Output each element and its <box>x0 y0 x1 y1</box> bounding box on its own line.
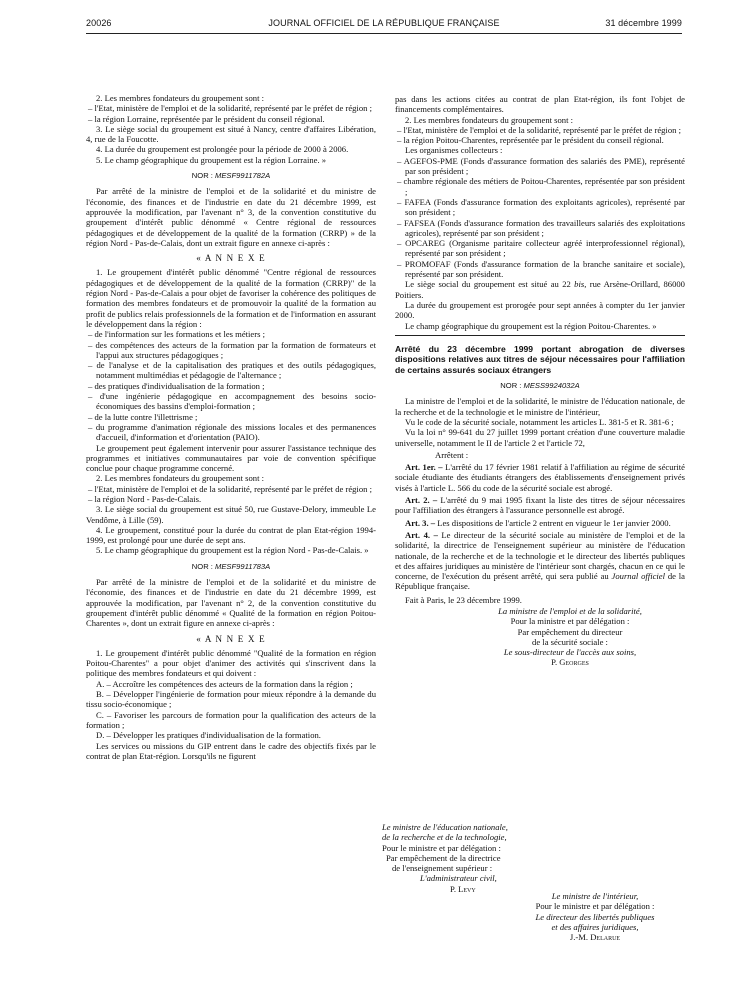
signatory-title: L'administrateur civil, <box>420 873 497 884</box>
signature-block-emploi <box>455 606 685 668</box>
article-label: Art. 4. – <box>405 529 438 540</box>
paragraph: La ministre de l'emploi et de la solidarité, le ministre de l'éducation nationale, de la recherche et de la technologie et le ministre de l'intérieur, <box>395 396 685 417</box>
article-text: L'arrêté du 17 février 1981 relatif à l'affiliation au régime de sécurité sociale étudiante des étudiants étrangers des établissements d'enseignement privés visés à l'article L. 566 du code de la sécurité sociale est abrogé. <box>395 462 685 493</box>
paragraph: 3. Le siège social du groupement est situé à Nancy, centre d'affaires Libération, 4, rue de la Foucotte. <box>86 123 376 145</box>
signatory-name: P. Georges <box>551 657 589 668</box>
paragraph: 2. Les membres fondateurs du groupement sont : <box>96 93 265 103</box>
annex-heading: « A N N E X E <box>196 633 266 644</box>
signatory-title: Le directeur des libertés publiques <box>535 911 655 922</box>
nor-reference <box>86 171 376 181</box>
list-item: – chambre régionale des métiers de Poitou-Charentes, représentée par son président ; <box>397 176 685 197</box>
list-item: – de l'information sur les formations et les métiers ; <box>88 329 265 340</box>
signatory-title: Le ministre de l'éducation nationale, <box>382 822 508 832</box>
list-item: – PROMOFAF (Fonds d'assurance formation de la branche sanitaire et sociale), représenté par son président. <box>397 258 685 280</box>
paragraph: B. – Développer l'ingénierie de formation pour mieux répondre à la demande du tissu socio-économique ; <box>86 689 376 710</box>
paragraph: Vu la loi n° 99-641 du 27 juillet 1999 portant création d'une couverture maladie universelle, notamment le II de l'article 2 et l'article 72, <box>395 427 685 448</box>
list-item: – FAFEA (Fonds d'assurance formation des exploitants agricoles), représenté par son président ; <box>397 196 685 218</box>
nor-reference <box>395 381 685 391</box>
paragraph: 2. Les membres fondateurs du groupement sont : <box>405 114 574 125</box>
article-3 <box>395 518 685 528</box>
signature-block-interieur <box>505 891 685 942</box>
signatory-line: Par empêchement du directeur <box>517 626 623 637</box>
list-item: – la région Nord - Pas-de-Calais. <box>88 493 202 504</box>
signatory-name: J.-M. Delarue <box>569 932 621 943</box>
list-item: – des compétences des acteurs de la formation par la formation de formateurs et l'appui aux structures pédagogiques ; <box>88 339 376 360</box>
text-span: , rue Arsène-Orillard, 86000 Poitiers. <box>395 279 685 300</box>
signatory-line: de l'enseignement supérieur : <box>392 863 493 874</box>
nor-label: NOR : <box>191 171 213 181</box>
text-span: bis <box>574 279 585 290</box>
paragraph: 1. Le groupement d'intérêt public dénommé "Centre régional de ressources pédagogiques et de développement de la qualité de la formation (CRRP)" de la région Nord - Pas-de-Calais a pour objet de favoriser la cohérence des politiques de formation des membres fondateurs et de promouvoir la qualité de la formation au profit de publics relais professionnels de la formation et de l'information en assurant le développement dans la région : <box>86 267 376 329</box>
nor-code: MESF9911783A <box>215 561 271 571</box>
paragraph: 3. Le siège social du groupement est situé 50, rue Gustave-Delory, immeuble Le Vendôme, à Lille (59). <box>86 504 376 525</box>
list-item: – FAFSEA (Fonds d'assurance formation des travailleurs salariés des exploitations agricoles), représenté par son président ; <box>397 217 685 238</box>
signatory-line: de la sécurité sociale : <box>532 636 608 647</box>
paragraph <box>395 279 685 300</box>
annex-heading: « A N N E X E <box>196 253 266 264</box>
publication-date: 31 décembre 1999 <box>605 18 682 28</box>
nor-code: MESS9924032A <box>523 381 580 391</box>
paragraph: 5. Le champ géographique du groupement est la région Lorraine. » <box>96 154 327 165</box>
signatory-line: Pour la ministre et par délégation : <box>510 616 630 627</box>
list-item: – des pratiques d'individualisation de la formation ; <box>88 380 265 391</box>
paragraph: 4. Le groupement, constitué pour la durée du contrat de plan Etat-région 1994-1999, est prolongé pour une durée de sept ans. <box>86 524 376 546</box>
paragraph: Par arrêté de la ministre de l'emploi et de la solidarité et du ministre de l'économie, des finances et de l'industrie en date du 21 décembre 1999, est approuvée la modification, par l'avenant n° 3, de la convention constitutive du groupement d'intérêt public dénommé « Centre régional de ressources pédagogiques et de développement de la qualité de la formation (CRRP) » de la région Nord - Pas-de-Calais, dont un extrait figure en annexe ci-après : <box>86 186 376 248</box>
paragraph: pas dans les actions citées au contrat de plan Etat-région, ils font l'objet de financements complémentaires. <box>395 94 685 115</box>
paragraph: Le groupement peut également intervenir pour assurer l'assistance technique des programmes et initiatives communautaires par voie de convention spécifique conclue pour chaque programme concerné. <box>86 442 376 474</box>
nor-label: NOR : <box>191 561 213 571</box>
signatory-name: P. Levy <box>450 883 476 894</box>
signatory-line: Pour le ministre et par délégation : <box>382 842 501 853</box>
journal-title: JOURNAL OFFICIEL DE LA RÉPUBLIQUE FRANÇAISE <box>268 18 500 28</box>
paragraph: Le champ géographique du groupement est la région Poitou-Charentes. » <box>405 320 657 331</box>
article-2 <box>395 495 685 516</box>
nor-label: NOR : <box>500 381 522 391</box>
list-item: – de l'analyse et de la capitalisation des pratiques et des outils pédagogiques, notamment multimédias et pédagogie de l'alternance ; <box>88 360 376 381</box>
paragraph: Vu le code de la sécurité sociale, notamment les articles L. 381-5 et R. 381-6 ; <box>405 416 674 427</box>
nor-reference <box>86 562 376 572</box>
decree-title: Arrêté du 23 décembre 1999 portant abrogation de diverses dispositions relatives aux titres de séjour nécessaires pour l'affiliation de certains assurés sociaux étrangers <box>395 343 685 375</box>
article-1 <box>395 462 685 493</box>
list-item: – l'Etat, ministère de l'emploi et de la solidarité, représenté par le préfet de région ; <box>88 483 372 494</box>
article-label: Art. 1er. – <box>405 462 443 473</box>
right-column <box>395 94 685 668</box>
paragraph: D. – Développer les pratiques d'individualisation de la formation. <box>96 730 321 741</box>
header-rule <box>86 33 682 34</box>
article-label: Art. 2. – <box>405 495 438 506</box>
list-item: – l'Etat, ministère de l'emploi et de la solidarité, représenté par le préfet de région ; <box>88 103 372 114</box>
paragraph: Les organismes collecteurs : <box>405 145 503 156</box>
paragraph: Les services ou missions du GIP entrent dans le cadre des objectifs fixés par le contrat de plan Etat-région. Lorsqu'ils ne figurent <box>86 740 376 761</box>
signatory-title: Le sous-directeur de l'accès aux soins, <box>503 647 637 658</box>
list-item: – la région Poitou-Charentes, représentée par le président du conseil régional. <box>397 135 664 146</box>
paragraph: Par arrêté de la ministre de l'emploi et de la solidarité et du ministre de l'économie, des finances et de l'industrie en date du 21 décembre 1999, est approuvée la modification, par l'avenant n° 2, de la convention constitutive du groupement d'intérêt public dénommé « Qualité de la formation en région Poitou-Charentes », dont un extrait figure en annexe ci-après : <box>86 577 376 629</box>
text-span: Le siège social du groupement est situé au 22 <box>405 279 575 290</box>
section-separator <box>395 335 685 336</box>
article-text: Journal officiel <box>611 571 665 582</box>
article-text: Le directeur de la sécurité sociale au ministère de l'emploi et de la solidarité, la directrice de l'enseignement supérieur au ministère de l'éducation nationale, de la recherche et de la technologie et le directeur des libertés publiques et des affaires juridiques au ministère de l'intérieur sont chargés, chacun en ce qui le concerne, de l'exécution du présent arrêté, qui sera publié au <box>395 529 685 582</box>
article-text: Les dispositions de l'article 2 entrent en vigueur le 1er janvier 2000. <box>435 517 671 528</box>
signatory-line: Pour le ministre et par délégation : <box>535 901 655 912</box>
paragraph: 4. La durée du groupement est prolongée pour la période de 2000 à 2006. <box>96 144 349 155</box>
signature-block-education <box>382 822 562 894</box>
list-item: – du programme d'animation régionale des missions locales et des permanences d'accueil, d'information et d'orientation (PAIO). <box>88 421 376 443</box>
signature-place-date: Fait à Paris, le 23 décembre 1999. <box>405 594 522 605</box>
signatory-title: Le ministre de l'intérieur, <box>551 891 639 901</box>
page-number: 20026 <box>86 18 112 28</box>
list-item: – AGEFOS-PME (Fonds d'assurance formation des salariés des PME), représenté par son président ; <box>397 155 685 177</box>
list-item: – l'Etat, ministère de l'emploi et de la solidarité, représenté par le préfet de région ; <box>397 124 681 135</box>
signatory-title: La ministre de l'emploi et de la solidarité, <box>498 605 642 616</box>
paragraph: 1. Le groupement d'intérêt public dénommé "Qualité de la formation en région Poitou-Charentes" a pour objet d'animer des activités qui s'inscrivent dans la politique des membres fondateurs et qui doivent : <box>86 647 376 679</box>
paragraph: 2. Les membres fondateurs du groupement sont : <box>96 473 265 484</box>
list-item: – d'une ingénierie pédagogique en accompagnement des besoins socio-économiques des bassins d'emploi-formation ; <box>88 391 376 412</box>
article-4 <box>395 530 685 592</box>
paragraph: 5. Le champ géographique du groupement est la région Nord - Pas-de-Calais. » <box>96 545 369 556</box>
paragraph: C. – Favoriser les parcours de formation pour la qualification des acteurs de la formation ; <box>86 709 376 730</box>
paragraph: La durée du groupement est prorogée pour sept années à compter du 1er janvier 2000. <box>395 299 685 321</box>
signatory-line: Par empêchement de la directrice <box>386 852 501 863</box>
list-item: – de la lutte contre l'illettrisme ; <box>88 411 198 422</box>
nor-code: MESF9911782A <box>215 171 271 181</box>
article-label: Art. 3. – <box>405 517 436 528</box>
signatory-title: et des affaires juridiques, <box>551 921 639 932</box>
page-header <box>86 18 682 32</box>
paragraph: Arrêtent : <box>435 449 469 460</box>
article-text: de la République française. <box>395 571 685 592</box>
paragraph: A. – Accroître les compétences des acteurs de la formation dans la région ; <box>96 678 353 689</box>
list-item: – la région Lorraine, représentée par le président du conseil régional. <box>88 113 325 124</box>
left-column <box>86 93 376 761</box>
article-text: L'arrêté du 9 mai 1995 fixant la liste des titres de séjour nécessaires pour l'affiliation des étrangers à l'assurance personnelle est abrogé. <box>395 495 685 516</box>
list-item: – OPCAREG (Organisme paritaire collecteur agréé interprofessionnel régional), représenté par son président ; <box>397 238 685 259</box>
signatory-title: de la recherche et de la technologie, <box>382 832 507 843</box>
